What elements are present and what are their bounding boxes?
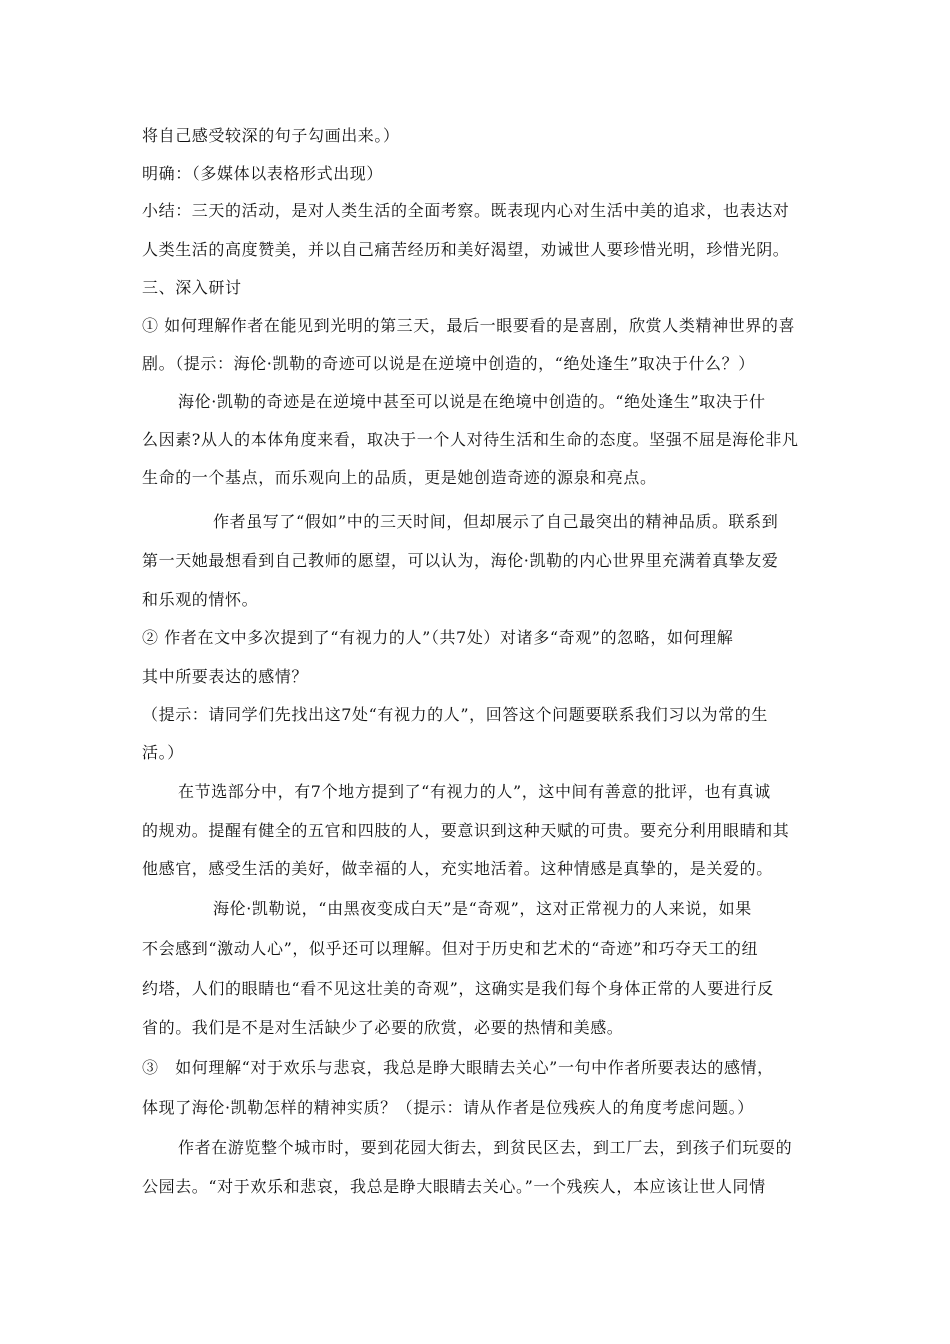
text-line: 体现了海伦·凯勒怎样的精神实质？（提示：请从作者是位残疾人的角度考虑问题。） xyxy=(142,1098,754,1117)
text-line: 将自己感受较深的句子勾画出来。） xyxy=(142,126,400,145)
text-line: 小结：三天的活动，是对人类生活的全面考察。既表现内心对生活中美的追求，也表达对 xyxy=(142,201,790,220)
question-2: ② 作者在文中多次提到了“有视力的人”（共7处）对诸多“奇观”的忽略，如何理解 xyxy=(142,628,734,647)
section-heading: 三、深入研讨 xyxy=(142,278,242,297)
text-line: 活。） xyxy=(142,743,184,762)
text-line: 作者在游览整个城市时，要到花园大街去，到贫民区去，到工厂去，到孩子们玩耍的 xyxy=(178,1138,793,1157)
text-line: 明确：（多媒体以表格形式出现） xyxy=(142,164,384,183)
text-line: 的规劝。提醒有健全的五官和四肢的人，要意识到这种天赋的可贵。要充分利用眼睛和其 xyxy=(142,821,790,840)
text-line: （提示：请同学们先找出这7处“有视力的人”，回答这个问题要联系我们习以为常的生 xyxy=(142,705,768,724)
text-line: 生命的一个基点，而乐观向上的品质，更是她创造奇迹的源泉和亮点。 xyxy=(142,468,657,487)
text-line: 人类生活的高度赞美，并以自己痛苦经历和美好渴望，劝诫世人要珍惜光明，珍惜光阴。 xyxy=(142,240,790,259)
question-1: ① 如何理解作者在能见到光明的第三天，最后一眼要看的是喜剧，欣赏人类精神世界的喜 xyxy=(142,316,796,335)
text-line: 公园去。“对于欢乐和悲哀，我总是睁大眼睛去关心。”一个残疾人，本应该让世人同情 xyxy=(142,1177,766,1196)
text-line: 海伦·凯勒说，“由黑夜变成白天”是“奇观”，这对正常视力的人来说，如果 xyxy=(213,899,752,918)
text-line: 么因素?从人的本体角度来看，取决于一个人对待生活和生命的态度。坚强不屈是海伦非凡 xyxy=(142,430,799,449)
question-3: ③ 如何理解“对于欢乐与悲哀，我总是睁大眼睛去关心”一句中作者所要表达的感情， xyxy=(142,1058,774,1077)
text-line: 约塔，人们的眼睛也“看不见这壮美的奇观”，这确实是我们每个身体正常的人要进行反 xyxy=(142,979,774,998)
text-line: 不会感到“激动人心”，似乎还可以理解。但对于历史和艺术的“奇迹”和巧夺天工的纽 xyxy=(142,939,759,958)
text-line: 第一天她最想看到自己教师的愿望，可以认为，海伦·凯勒的内心世界里充满着真挚友爱 xyxy=(142,551,779,570)
text-line: 在节选部分中，有7个地方提到了“有视力的人”，这中间有善意的批评，也有真诚 xyxy=(178,782,771,801)
text-line: 其中所要表达的感情？ xyxy=(142,667,309,686)
text-line: 剧。（提示：海伦·凯勒的奇迹可以说是在逆境中创造的，“绝处逢生”取决于什么？） xyxy=(142,354,755,373)
text-line: 海伦·凯勒的奇迹是在逆境中甚至可以说是在绝境中创造的。“绝处逢生”取决于什 xyxy=(178,392,766,411)
text-line: 省的。我们是不是对生活缺少了必要的欣赏，必要的热情和美感。 xyxy=(142,1018,624,1037)
text-line: 作者虽写了“假如”中的三天时间，但却展示了自己最突出的精神品质。联系到 xyxy=(213,512,779,531)
text-line: 和乐观的情怀。 xyxy=(142,590,259,609)
text-line: 他感官，感受生活的美好，做幸福的人，充实地活着。这种情感是真挚的，是关爱的。 xyxy=(142,859,773,878)
